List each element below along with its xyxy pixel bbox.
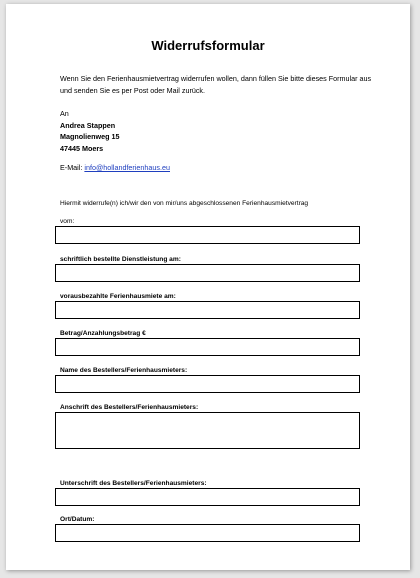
field-label-ort-datum: Ort/Datum: bbox=[60, 516, 95, 523]
field-label-anschrift: Anschrift des Bestellers/Ferienhausmieters: bbox=[60, 404, 199, 411]
field-label-dienstleistung: schriftlich bestellte Dienstleistung am: bbox=[60, 256, 181, 263]
field-input-name[interactable] bbox=[55, 375, 360, 393]
field-input-ort-datum[interactable] bbox=[55, 524, 360, 542]
field-label-name: Name des Bestellers/Ferienhausmieters: bbox=[60, 367, 188, 374]
field-input-ferienhausmiete[interactable] bbox=[55, 301, 360, 319]
form-title: Widerrufsformular bbox=[151, 38, 265, 53]
field-input-vom[interactable] bbox=[55, 226, 360, 244]
recipient-address bbox=[60, 108, 120, 154]
intro-text: Wenn Sie den Ferienhausmietvertrag widerrufen wollen, dann füllen Sie bitte dieses Formular aus und senden Sie es per Post oder Mail zurück. bbox=[60, 74, 372, 95]
address-city: 47445 Moers bbox=[60, 143, 104, 153]
withdrawal-statement: Hiermit widerrufe(n) ich/wir den von mir/uns abgeschlossenen Ferienhausmietvertrag bbox=[60, 200, 309, 207]
field-label-ferienhausmiete: vorausbezahlte Ferienhausmiete am: bbox=[60, 293, 176, 300]
field-input-anschrift[interactable] bbox=[55, 412, 360, 449]
address-name: Andrea Stappen bbox=[60, 120, 116, 130]
address-to: An bbox=[60, 109, 69, 118]
field-label-unterschrift: Unterschrift des Bestellers/Ferienhausmieters: bbox=[60, 480, 207, 487]
field-input-unterschrift[interactable] bbox=[55, 488, 360, 506]
address-street: Magnolienweg 15 bbox=[60, 132, 120, 141]
form-page bbox=[6, 4, 410, 570]
field-label-betrag: Betrag/Anzahlungsbetrag € bbox=[60, 330, 146, 337]
email-line bbox=[60, 163, 170, 172]
email-link[interactable]: info@hollandferienhaus.eu bbox=[84, 163, 170, 172]
field-input-dienstleistung[interactable] bbox=[55, 264, 360, 282]
email-label: E-Mail: bbox=[60, 163, 83, 172]
field-label-vom: vom: bbox=[60, 218, 75, 225]
field-input-betrag[interactable] bbox=[55, 338, 360, 356]
